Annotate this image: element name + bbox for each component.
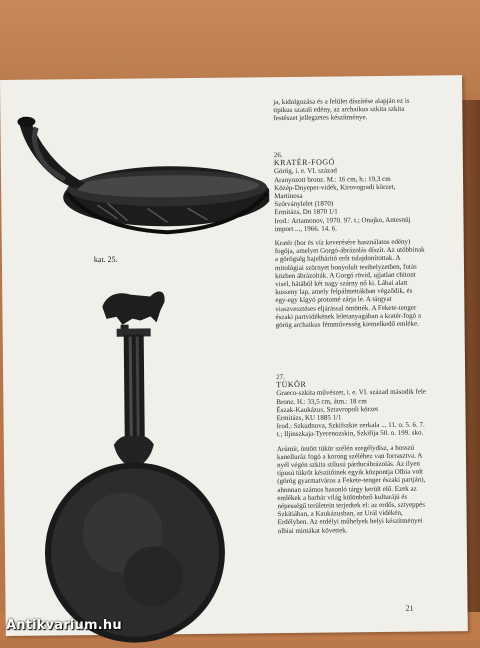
mirror-photo <box>40 275 244 647</box>
watermark: Antikvarium.hu <box>6 618 122 633</box>
entry-26-line-3: Szórványlelet (1870) <box>274 199 334 209</box>
entry-27-title: TÜKÖR <box>276 380 307 390</box>
entry-26 <box>274 150 426 337</box>
entry-26-title: KRATÉR-FOGÓ <box>273 157 335 168</box>
entry-26-line-4: Ermitázs, Dn 1870 1/1 <box>274 207 338 217</box>
book-page <box>0 75 468 636</box>
bowl-photo <box>6 107 270 270</box>
entry-26-line-2: Közép-Dnyeper-vidék, Kirovogradi körzet, Martinosa <box>274 182 396 201</box>
entry-27-body: Arúmír, öntött tükör szélén szegélydísz, a hosszú kanelluráz fogó a korong széléhez van forrasztva. A nyél végén szkita stílusú párducábrázolás. Az ilyen típusú tükröt készítőinek egyik központja Olbia volt (görög gyarmatváros a Fekete-tenger északi partján), ahonnan számos hasonló tárgy került elő. Ezek az emlékek a barbár világ különböző kulturájú és népességű területein terjedtek el: az erdős, sztyeppés Szkítiában, a Kaukázusban, az Urál vidékén, Erdélyben. Az erdélyi műhelyek helyi készítményei olbiai mintákat követtek. <box>276 443 426 535</box>
entry-27-line-1: Bronz. H.: 33,5 cm, átm.: 18 cm <box>276 396 367 406</box>
page-number: 21 <box>405 603 414 613</box>
caption-kat25: kat. 25. <box>93 254 118 265</box>
intro-text: ja, kidolgozása és a felület díszítése alapján ez is tipikus szatali edény, az archaikus szkita szkita festészet jellegzetes készítménye. <box>273 96 410 123</box>
entry-27-origin: Graeco-szkita művészet, i. e. VI. század második fele <box>276 387 427 398</box>
entry-27-number: 27. <box>276 373 285 382</box>
entry-26-line-5: Irod.: Artamonov, 1970. 97. t.; Onajko, Antesnüj import ..., 1966. 14. 6. <box>274 215 411 233</box>
entry-27-line-3: Ermitázs, KU 1885 1/1 <box>276 413 342 423</box>
entry-26-number: 26. <box>273 151 283 160</box>
entry-27 <box>276 372 428 542</box>
entry-27-line-2: Észak-Kaukázus, Sztavropoli körzet <box>276 404 379 414</box>
intro-paragraph <box>273 90 423 130</box>
entry-26-line-1: Aranyozott bronz. M.: 16 cm, h.: 19,3 cm <box>274 174 391 184</box>
entry-27-line-4: Irod.: Szkudnova, Szkifszkie zerkala ... 11. o. 5. 6. 7. t.; Iljinszkaja-Tyerenozskin, Szkifija 50. o. 199. sko. <box>276 420 425 439</box>
entry-26-body: Kratér (bor és víz keverésére használatos edény) fogója, amelyet Gorgó-ábrázolás díszít. Az utóbbinak a görögség hajelhárító erőt tulajdonítottak. A mitológiai szörnyet bonyolult testhelyzetben, futás közben ábrázolták. A Gorgó rövid, ujjatlan chitont visel, hátából két nagy szárny nő ki. Lábai alatt kusseny lap, amely felpálmettákban végződik, és egy-egy kígyó protomé zárja le. A tárgyat viaszvesztéses eljárással öntötték. A Fekete-tenger északi partvidékének leletanyagában a kratér-fogó a görög archaikus fémművesség kiemelkedő emléke. <box>274 237 425 330</box>
caption-kat27: kat. 27. <box>61 597 86 607</box>
entry-26-origin: Görög, i. e. VI. század <box>273 166 337 176</box>
